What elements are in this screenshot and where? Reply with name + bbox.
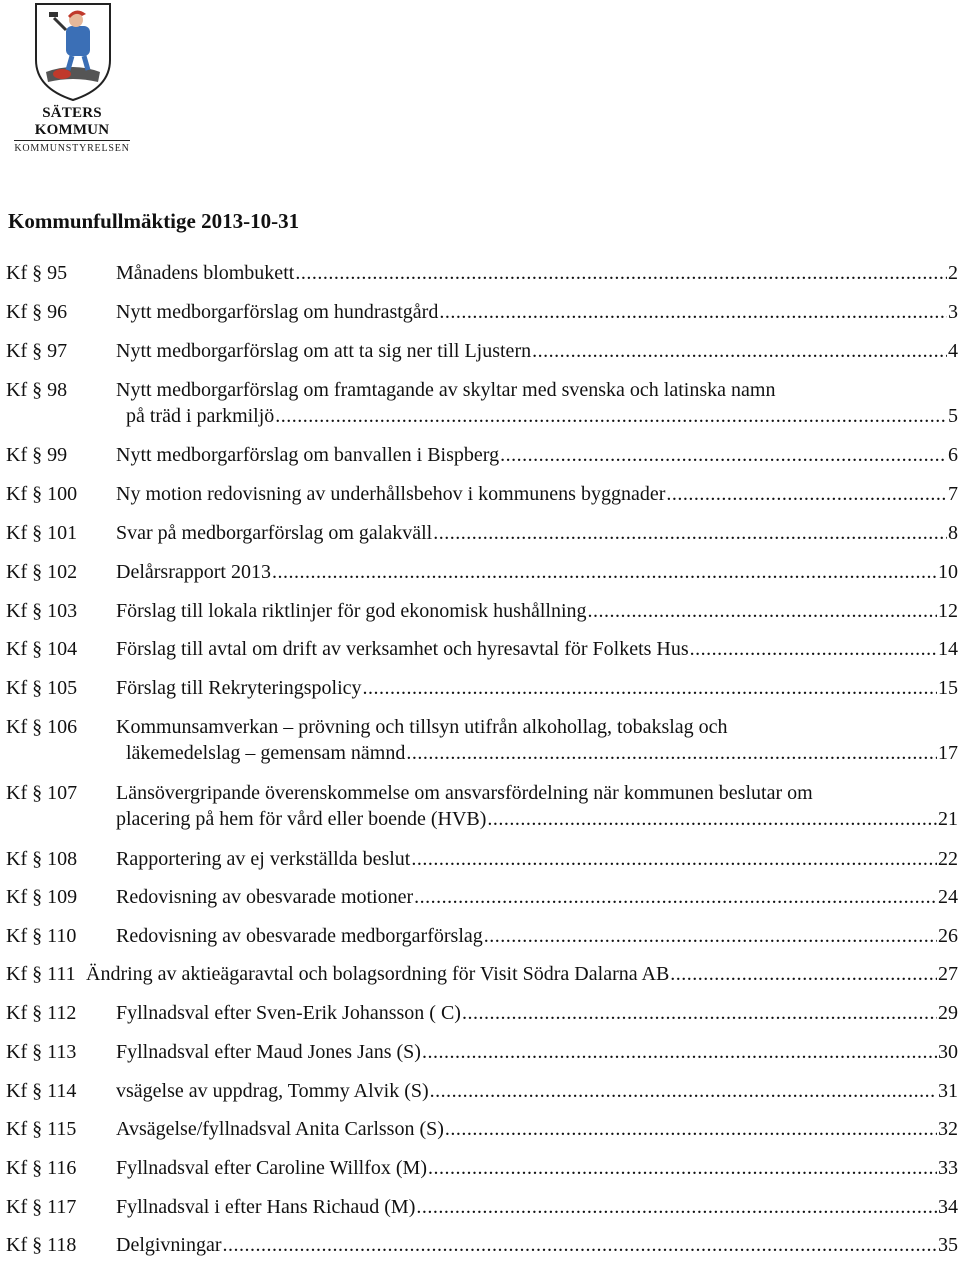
kf-label: Kf	[6, 262, 28, 284]
coat-of-arms-icon	[32, 2, 114, 102]
entry-text	[116, 1118, 960, 1144]
section-number	[6, 1080, 76, 1103]
entry-title: Fyllnadsval efter Caroline Willfox (M)	[116, 1157, 427, 1179]
entry-text	[116, 677, 960, 703]
entry-text	[116, 716, 960, 768]
kf-label: Kf	[6, 600, 28, 622]
municipality-logo	[14, 2, 130, 154]
entry-text	[116, 925, 960, 951]
entry-text	[116, 1196, 960, 1222]
item-number: 114	[47, 1080, 77, 1102]
page-number: 10	[938, 561, 958, 583]
item-number: 113	[47, 1041, 77, 1063]
org-subtitle: KOMMUNSTYRELSEN	[14, 140, 130, 154]
entry-title: Delgivningar	[116, 1234, 222, 1256]
page-number: 30	[938, 1041, 958, 1063]
item-number: 107	[47, 782, 78, 804]
section-sign-icon: §	[27, 848, 48, 870]
kf-label: Kf	[6, 848, 28, 870]
entry-title: Fyllnadsval efter Maud Jones Jans (S)	[116, 1041, 421, 1063]
kf-label: Kf	[6, 886, 28, 908]
kf-label: Kf	[6, 301, 28, 323]
dot-leader	[690, 638, 937, 661]
kf-label: Kf	[6, 1234, 28, 1256]
entry-text	[116, 262, 960, 288]
entry-text	[116, 1041, 960, 1067]
item-number: 97	[47, 340, 68, 362]
page-number: 24	[938, 886, 958, 908]
dot-leader	[272, 561, 937, 584]
dot-leader	[428, 1157, 937, 1180]
page-number: 12	[938, 600, 958, 622]
kf-label: Kf	[6, 379, 28, 401]
item-number: 110	[47, 925, 77, 947]
section-sign-icon: §	[27, 600, 48, 622]
section-number	[6, 1002, 76, 1025]
kf-label: Kf	[6, 925, 28, 947]
section-number	[6, 301, 67, 324]
section-number	[6, 600, 77, 623]
dot-leader	[295, 262, 947, 285]
section-number	[6, 677, 77, 700]
section-number	[6, 638, 77, 661]
entry-title: Rapportering av ej verkställda beslut	[116, 848, 411, 870]
item-number: 98	[47, 379, 68, 401]
entry-title: Månadens blombukett	[116, 262, 295, 284]
section-sign-icon: §	[27, 522, 48, 544]
entry-title: Ändring av aktieägaravtal och bolagsordning för Visit Södra Dalarna AB	[86, 963, 670, 985]
section-sign-icon: §	[27, 925, 48, 947]
entry-title: Nytt medborgarförslag om hundrastgård	[116, 301, 439, 323]
section-sign-icon: §	[27, 1196, 48, 1218]
entry-title: Förslag till avtal om drift av verksamhet och hyresavtal för Folkets Hus	[116, 638, 689, 660]
section-number	[6, 1157, 76, 1180]
section-sign-icon: §	[27, 483, 48, 505]
dot-leader	[363, 677, 937, 700]
dot-leader	[416, 1196, 937, 1219]
section-number	[6, 1118, 76, 1141]
kf-label: Kf	[6, 522, 28, 544]
section-number	[6, 963, 76, 986]
section-number	[6, 925, 76, 948]
item-number: 96	[47, 301, 68, 323]
section-number	[6, 340, 67, 363]
entry-title: vsägelse av uppdrag, Tommy Alvik (S)	[116, 1080, 429, 1102]
section-number	[6, 848, 77, 871]
section-sign-icon: §	[27, 782, 48, 804]
entry-title: Fyllnadsval efter Sven-Erik Johansson ( C)	[116, 1002, 461, 1024]
dot-leader	[430, 1080, 937, 1103]
entry-title: på träd i parkmiljö	[126, 405, 275, 427]
section-number	[6, 262, 67, 285]
item-number: 105	[47, 677, 78, 699]
page-number: 31	[938, 1080, 958, 1102]
entry-text	[116, 848, 960, 874]
section-number	[6, 379, 67, 402]
entry-text	[116, 379, 960, 431]
dot-leader	[666, 483, 947, 506]
section-sign-icon: §	[27, 340, 48, 362]
page-number: 2	[948, 262, 958, 284]
entry-title: Nytt medborgarförslag om banvallen i Bispberg	[116, 444, 500, 466]
entry-title-line: Nytt medborgarförslag om framtagande av skyltar med svenska och latinska namn	[116, 379, 776, 401]
entry-title: placering på hem för vård eller boende (HVB)	[116, 808, 487, 830]
kf-label: Kf	[6, 340, 28, 362]
document-title: Kommunfullmäktige 2013-10-31	[8, 209, 300, 233]
organization-name	[14, 105, 130, 154]
kf-label: Kf	[6, 444, 28, 466]
item-number: 100	[47, 483, 78, 505]
section-sign-icon: §	[27, 1234, 48, 1256]
kf-label: Kf	[6, 1080, 28, 1102]
page-number: 34	[938, 1196, 958, 1218]
entry-text	[116, 1157, 960, 1183]
kf-label: Kf	[6, 1041, 28, 1063]
page-number: 5	[948, 405, 958, 427]
page-number: 29	[938, 1002, 958, 1024]
item-number: 101	[47, 522, 78, 544]
item-number: 95	[47, 262, 68, 284]
page-number: 6	[948, 444, 958, 466]
entry-title: Svar på medborgarförslag om galakväll	[116, 522, 433, 544]
kf-label: Kf	[6, 677, 28, 699]
section-sign-icon: §	[27, 301, 48, 323]
item-number: 117	[47, 1196, 77, 1218]
section-number	[6, 444, 67, 467]
entry-title: läkemedelslag – gemensam nämnd	[126, 742, 406, 764]
section-sign-icon: §	[27, 1157, 48, 1179]
entry-text	[116, 444, 960, 470]
dot-leader	[588, 600, 938, 623]
entry-title: Förslag till Rekryteringspolicy	[116, 677, 362, 699]
section-sign-icon: §	[27, 886, 48, 908]
entry-title-line: Kommunsamverkan – prövning och tillsyn utifrån alkohollag, tobakslag och	[116, 716, 728, 738]
entry-title-line: Länsövergripande överenskommelse om ansvarsfördelning när kommunen beslutar om	[116, 782, 813, 804]
section-number	[6, 561, 77, 584]
dot-leader	[500, 444, 947, 467]
entry-text	[86, 963, 960, 989]
item-number: 116	[47, 1157, 77, 1179]
dot-leader	[406, 742, 937, 765]
dot-leader	[223, 1234, 937, 1257]
item-number: 99	[47, 444, 68, 466]
dot-leader	[439, 301, 947, 324]
section-sign-icon: §	[27, 379, 48, 401]
item-number: 115	[47, 1118, 77, 1140]
entry-text	[116, 1080, 960, 1106]
entry-text	[116, 1002, 960, 1028]
page-number: 4	[948, 340, 958, 362]
entry-title: Avsägelse/fyllnadsval Anita Carlsson (S)	[116, 1118, 444, 1140]
dot-leader	[670, 963, 937, 986]
entry-title: Förslag till lokala riktlinjer för god ekonomisk hushållning	[116, 600, 587, 622]
entry-text	[116, 886, 960, 912]
page-number: 3	[948, 301, 958, 323]
section-number	[6, 1041, 76, 1064]
kf-label: Kf	[6, 483, 28, 505]
entry-title: Fyllnadsval i efter Hans Richaud (M)	[116, 1196, 416, 1218]
kf-label: Kf	[6, 1157, 28, 1179]
kf-label: Kf	[6, 1002, 28, 1024]
section-sign-icon: §	[27, 638, 48, 660]
page-number: 14	[938, 638, 958, 660]
section-sign-icon: §	[27, 262, 48, 284]
section-number	[6, 886, 77, 909]
section-number	[6, 716, 77, 739]
entry-text	[116, 1234, 960, 1260]
section-sign-icon: §	[27, 561, 48, 583]
item-number: 103	[47, 600, 78, 622]
page-number: 8	[948, 522, 958, 544]
kf-label: Kf	[6, 561, 28, 583]
dot-leader	[275, 405, 947, 428]
entry-text	[116, 483, 960, 509]
item-number: 108	[47, 848, 78, 870]
page-number: 21	[938, 808, 958, 830]
item-number: 111	[47, 963, 76, 985]
page-number: 22	[938, 848, 958, 870]
kf-label: Kf	[6, 963, 28, 985]
section-number	[6, 1196, 76, 1219]
entry-title: Redovisning av obesvarade medborgarförslag	[116, 925, 483, 947]
page-number: 35	[938, 1234, 958, 1256]
section-sign-icon: §	[27, 1041, 48, 1063]
dot-leader	[411, 848, 937, 871]
page-number: 7	[948, 483, 958, 505]
section-number	[6, 1234, 76, 1257]
entry-text	[116, 600, 960, 626]
section-sign-icon: §	[27, 963, 48, 985]
org-name: SÄTERS KOMMUN	[34, 105, 110, 138]
entry-text	[116, 340, 960, 366]
page-number: 15	[938, 677, 958, 699]
entry-text	[116, 561, 960, 587]
dot-leader	[484, 925, 937, 948]
entry-text	[116, 301, 960, 327]
entry-text	[116, 522, 960, 548]
item-number: 104	[47, 638, 78, 660]
item-number: 118	[47, 1234, 77, 1256]
entry-text	[116, 638, 960, 664]
item-number: 109	[47, 886, 78, 908]
page-number: 26	[938, 925, 958, 947]
entry-title: Ny motion redovisning av underhållsbehov i kommunens byggnader	[116, 483, 666, 505]
dot-leader	[532, 340, 947, 363]
section-sign-icon: §	[27, 677, 48, 699]
kf-label: Kf	[6, 1196, 28, 1218]
section-sign-icon: §	[27, 1118, 48, 1140]
entry-title: Redovisning av obesvarade motioner	[116, 886, 414, 908]
dot-leader	[422, 1041, 937, 1064]
dot-leader	[433, 522, 947, 545]
item-number: 102	[47, 561, 78, 583]
kf-label: Kf	[6, 638, 28, 660]
item-number: 112	[47, 1002, 77, 1024]
section-sign-icon: §	[27, 716, 48, 738]
section-sign-icon: §	[27, 1002, 48, 1024]
dot-leader	[445, 1118, 937, 1141]
dot-leader	[414, 886, 937, 909]
kf-label: Kf	[6, 782, 28, 804]
page-number: 32	[938, 1118, 958, 1140]
kf-label: Kf	[6, 1118, 28, 1140]
page-number: 33	[938, 1157, 958, 1179]
dot-leader	[462, 1002, 937, 1025]
entry-title: Nytt medborgarförslag om att ta sig ner till Ljustern	[116, 340, 532, 362]
section-sign-icon: §	[27, 444, 48, 466]
section-sign-icon: §	[27, 1080, 48, 1102]
dot-leader	[487, 808, 937, 831]
section-number	[6, 522, 77, 545]
page-number: 27	[938, 963, 958, 985]
section-number	[6, 782, 77, 805]
kf-label: Kf	[6, 716, 28, 738]
entry-text	[116, 782, 960, 834]
item-number: 106	[47, 716, 78, 738]
entry-title: Delårsrapport 2013	[116, 561, 271, 583]
section-number	[6, 483, 77, 506]
page-number: 17	[938, 742, 958, 764]
